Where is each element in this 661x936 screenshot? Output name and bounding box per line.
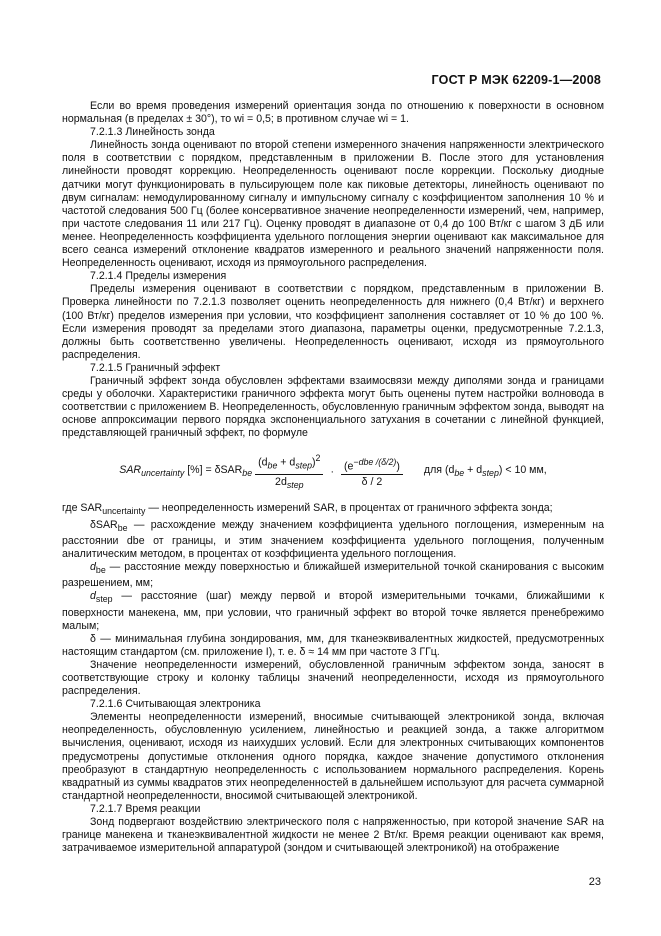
section-7-2-1-6-text: Элементы неопределенности измерений, вносимые считывающей электроникой зонда, включая неопределенность, обусловленную усилением, линейностью и реакцией зонда, а также алгоритмом вычисления, оценивают, исходя из наихудших условий. Если для электронных считывающих компонентов предусмотрены допустимые отклонения одного порядка, каждое значение допустимого отклонения преобразуют в стандартную неопределенность с использованием нормального распределения. Корень квадратный из суммы квадратов этих неопределенностей в дальнейшем используют для расчета суммарной стандартной неопределенности, вносимой считывающей электроникой.: [62, 711, 604, 802]
page-content: [62, 100, 604, 855]
document-header: ГОСТ Р МЭК 62209-1—2008: [431, 73, 601, 87]
paragraph-orientation: Если во время проведения измерений ориентация зонда по отношению к поверхности в основном нормальная (в пределах ± 30°), то wi = 0,5; в противном случае wi = 1.: [62, 100, 604, 126]
definition-d-be: $d_{be}$ — расстояние между поверхностью и ближайшей измерительной точкой сканирования с высоким разрешением, мм;: [62, 561, 604, 590]
definition-d-step: $d_{step}$ — расстояние (шаг) между первой и второй измерительными точками, ближайшими к поверхности манекена, мм, при условии, что граничный эффект во второй точке является пренебрежимо малым;: [62, 590, 604, 632]
definition-sar-uncertainty: где $SAR_{uncertainty}$ — неопределенность измерений SAR, в процентах от граничного эффекта зонда;: [62, 502, 553, 517]
section-7-2-1-3-text: Линейность зонда оценивают по второй степени измеренного значения напряженности электрического поля в соответствии с порядком, представленным в приложении В. После этого для установления линейности проводят коррекцию. Неопределенность оценивают после коррекции. Поскольку диодные датчики могут функционировать в пульсирующем поле как пиковые детекторы, линейность оценивают по двум сигналам: немодулированному сигналу и импульсному сигналу с коэффициентом заполнения 10 % и частотой следования 500 Гц (более консервативное значение неопределенности измерений, чем, например, при частоте следования 11 или 217 Гц). Оценку проводят в диапазоне от 0,4 до 100 Вт/кг с шагом 3 дБ или менее. Неопределенность коэффициента удельного поглощения энергии оценивают как максимальное для всего сеанса измерений отклонение квадратов измеренного и реального значений напряженности поля. Неопределенность оценивают, исходя из прямоугольного распределения.: [62, 139, 604, 270]
definition-delta: δ — минимальная глубина зондирования, мм, для тканеэквивалентных жидкостей, предусмотренных настоящим стандартом (см. приложение I), т. е. δ ≈ 14 мм при частоте 3 ГГц.: [62, 632, 604, 658]
section-7-2-1-6-heading: 7.2.1.6 Считывающая электроника: [90, 698, 261, 711]
page-number: 23: [588, 876, 601, 888]
section-7-2-1-3-heading: 7.2.1.3 Линейность зонда: [90, 126, 215, 139]
formula-fraction-distance: $\frac{(d_{be} + d_{step})^2}{2d_{step}}$: [255, 452, 323, 492]
section-7-2-1-4-heading: 7.2.1.4 Пределы измерения: [90, 270, 227, 283]
formula-fraction-exponential: $\frac{(e^{-dbe /(\delta/2)})}{\delta / 2}$: [341, 456, 403, 490]
section-7-2-1-4-text: Пределы измерения оценивают в соответствии с порядком, представленным в приложении В. Проверка линейности по 7.2.1.3 позволяет оценить неопределенность для нижнего (0,4 Вт/кг) и верхнего (100 Вт/кг) пределов измерения при условии, что коэффициент заполнения составляет от 10 % до 100 %. Если измерения проводят за пределами этого диапазона, параметры оценки, предусмотренные 7.2.1.3, должны быть соответственно увеличены. Неопределенность оценивают, исходя из прямоугольного распределения.: [62, 283, 604, 361]
section-7-2-1-5-text: Граничный эффект зонда обусловлен эффектами взаимосвязи между диполями зонда и границами среды у оболочки. Характеристики граничного эффекта могут быть оценены путем настройки волновода в соответствии с приложением В. Неопределенность, обусловленную граничным эффектом зонда, выводят на основе аппроксимации первого порядка экспоненциального затухания в сочетании с линейной функцией, представляющей граничный эффект, по формуле: [62, 374, 604, 440]
boundary-effect-formula: $SAR_{uncertainty}$ [%] = δSAR$_{be}$ $\frac{(d_{be} + d_{step})^2}{2d_{step}}$ · $\frac{(e^{-dbe /(\delta/2)})}{\delta / 2}$ для $(d_{be} + d_{step}) < 10$ мм,: [62, 446, 604, 498]
formula-lhs: $SAR_{uncertainty}$ [%] = δSAR$_{be}$: [119, 464, 253, 479]
section-7-2-1-7-text: Зонд подвергают воздействию электрического поля с напряженностью, при которой значение SAR на границе манекена и тканеэквивалентной жидкости не менее 2 Вт/кг. Время реакции оценивают как время, затрачиваемое измерительной аппаратурой (зондом и считывающей электроникой) на отображение: [62, 816, 604, 855]
paragraph-boundary-uncertainty: Значение неопределенности измерений, обусловленной граничным эффектом зонда, заносят в соответствующие строку и колонку таблицы значений неопределенности, исходя из прямоугольного распределения.: [62, 658, 604, 698]
definition-delta-sar-be: δSAR$_{be}$ — расхождение между значением коэффициента удельного поглощения, измеренным на расстоянии dbe от границы, и этим значением коэффициента удельного поглощения, полученным аналитическим методом, в процентах от коэффициента удельного поглощения.: [62, 518, 604, 560]
formula-condition: для $(d_{be} + d_{step}) < 10$ мм,: [423, 464, 547, 479]
section-7-2-1-5-heading: 7.2.1.5 Граничный эффект: [90, 361, 221, 374]
section-7-2-1-7-heading: 7.2.1.7 Время реакции: [90, 802, 201, 815]
